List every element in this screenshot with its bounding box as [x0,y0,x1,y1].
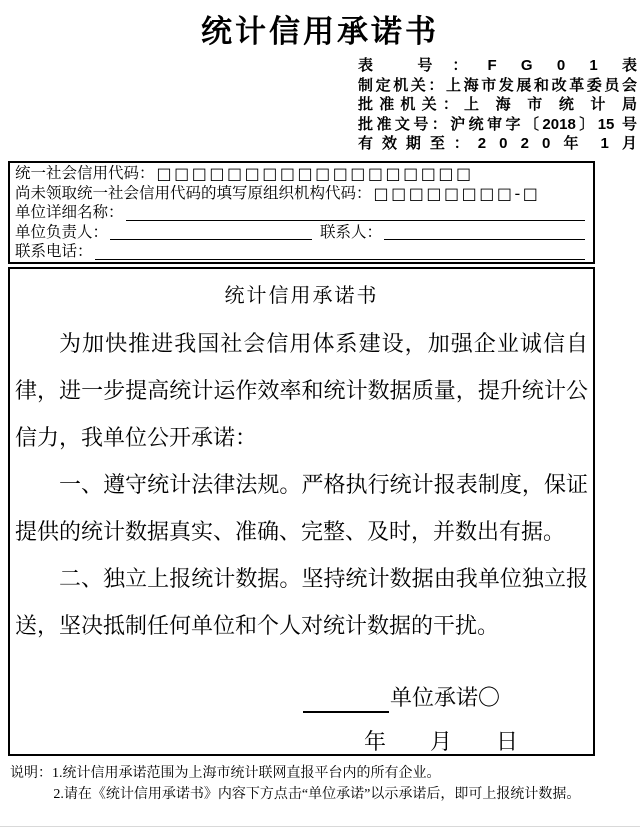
unit-commit-label: 单位承诺 [389,685,478,710]
meta-approval-doc-number: 批准文号：沪统审字〔2018〕15 号 [358,115,637,133]
org-code-row [15,184,587,204]
phone-row [15,242,587,262]
org-code-label: 尚未领取统一社会信用代码的填写原组织机构代码： [15,184,372,202]
meta-issuing-agency: 制定机关：上海市发展和改革委员会 [358,76,637,94]
commit-row [15,683,588,713]
unit-commit-button[interactable] [390,683,500,713]
letter-paragraph-2: 二、独立上报统计数据。坚持统计数据由我单位独立报送，坚决抵制任何单位和个人对统计数据的干扰。 [15,566,588,638]
meta-form-number: 表 号：F G 0 1 表 [358,57,637,74]
unit-name-row [15,203,587,223]
note-item-1: 1.统计信用承诺范围为上海市统计联网直报平台内的所有企业。 [52,766,441,781]
credit-code-boxes[interactable]: □□□□□□□□□□□□□□□□□□ [156,164,474,183]
form-meta-block [358,56,637,154]
contact-field[interactable] [384,226,585,240]
date-line: 年 月 日 [363,729,518,754]
unit-head-field[interactable] [110,226,312,240]
phone-field[interactable] [95,246,585,260]
unit-head-label: 单位负责人： [15,223,109,241]
meta-valid-until: 有效期至：2 0 2 0 年 1 月 [358,135,637,153]
note-line-1 [10,764,590,785]
org-code-boxes[interactable]: □□□□□□□□-□ [373,183,541,203]
letter-paragraph-1: 一、遵守统计法律法规。严格执行统计报表制度，保证提供的统计数据真实、准确、完整、及时，并数出有据。 [15,472,588,544]
commit-circle-icon: 〇 [477,685,500,710]
notes-label: 说明： [10,766,52,781]
unit-head-row [15,223,587,243]
unit-name-field[interactable] [126,207,585,221]
letter-paragraph-intro: 为加快推进我国社会信用体系建设，加强企业诚信自律，进一步提高统计运作效率和统计数据质量，提升统计公信力，我单位公开承诺： [15,331,588,450]
meta-approving-agency: 批准机关：上 海 市 统 计 局 [358,96,637,114]
credit-code-row [15,164,587,184]
unit-info-box [8,161,595,264]
unit-name-blank-field[interactable] [303,687,389,713]
notes-block [10,764,590,805]
credit-code-label: 统一社会信用代码： [15,165,155,182]
page-title: 统计信用承诺书 [201,14,439,49]
note-item-2: 2.请在《统计信用承诺书》内容下方点击“单位承诺”以示承诺后，即可上报统计数据。 [53,786,581,802]
contact-label: 联系人： [320,223,383,241]
commitment-letter-box [8,267,595,756]
phone-label: 联系电话： [15,243,93,261]
unit-name-label: 单位详细名称： [15,204,124,222]
letter-title: 统计信用承诺书 [224,285,379,307]
page-bottom-divider [0,826,640,827]
